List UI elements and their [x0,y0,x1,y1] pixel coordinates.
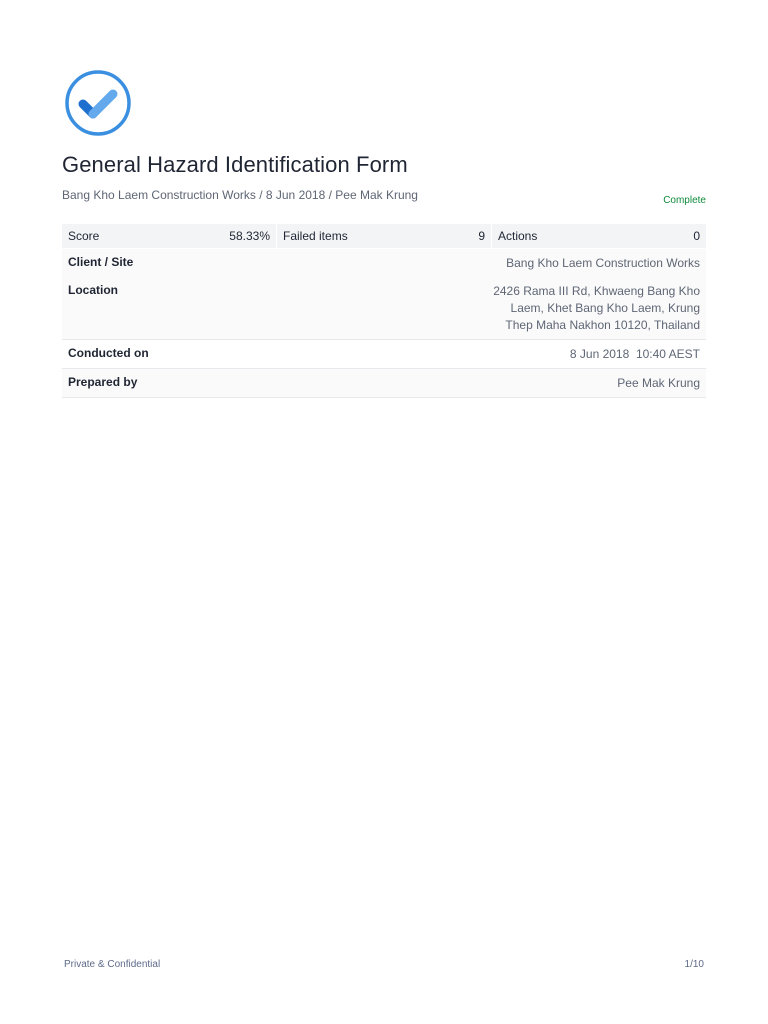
client-site-value: Bang Kho Laem Construction Works [506,256,700,270]
location-line-1: 2426 Rama III Rd, Khwaeng Bang Kho [493,284,700,298]
check-circle-icon [62,69,134,137]
failed-items-label: Failed items [283,229,348,243]
conducted-on-row [62,340,706,369]
score-cell [62,224,276,248]
location-line-2: Laem, Khet Bang Kho Laem, Krung [510,301,700,315]
footer-confidential: Private & Confidential [64,959,161,970]
client-site-label: Client / Site [68,255,134,269]
page-number: 1/10 [684,959,704,970]
prepared-by-row [62,369,706,398]
score-value: 58.33% [229,229,270,243]
actions-cell [492,224,706,248]
details-table [62,249,706,398]
summary-bar [62,224,706,248]
location-line-3: Thep Maha Nakhon 10120, Thailand [505,318,700,332]
form-subtitle: Bang Kho Laem Construction Works / 8 Jun 2018 / Pee Mak Krung [62,188,418,202]
actions-label: Actions [498,229,538,243]
form-title: General Hazard Identification Form [62,152,408,177]
conducted-on-label: Conducted on [68,346,149,360]
location-row [62,277,706,340]
failed-items-value: 9 [478,229,485,243]
actions-value: 0 [693,229,700,243]
conducted-on-value: 8 Jun 2018 10:40 AEST [569,347,700,361]
client-site-row [62,249,706,277]
score-label: Score [68,229,100,243]
prepared-by-value: Pee Mak Krung [617,376,700,390]
status-badge: Complete [663,195,706,206]
location-label: Location [68,283,118,297]
prepared-by-label: Prepared by [68,375,138,389]
location-value [493,283,700,339]
failed-items-cell [277,224,491,248]
